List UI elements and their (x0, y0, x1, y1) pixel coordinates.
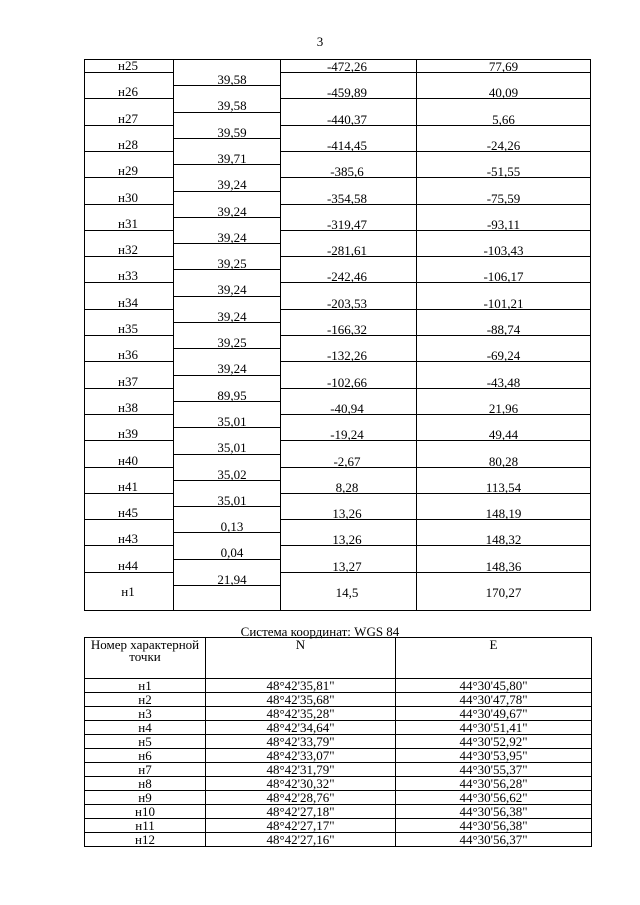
point-label: н40 (118, 452, 138, 468)
x-coordinate: -203,53 (326, 295, 368, 311)
point-label: н37 (118, 373, 138, 389)
point-label: н7 (85, 763, 206, 777)
n-coordinate: 48°42'30,32" (206, 777, 396, 791)
y-coordinate: -51,55 (486, 164, 521, 180)
n-coordinate: 48°42'31,79" (206, 763, 396, 777)
point-label: н1 (121, 584, 135, 599)
e-coordinate: 44°30'56,37" (396, 833, 592, 847)
n-coordinate: 48°42'33,79" (206, 735, 396, 749)
e-coordinate: 44°30'49,67" (396, 707, 592, 721)
segment-distance: 39,25 (217, 256, 247, 272)
point-label: н2 (85, 693, 206, 707)
segment-distance: 39,24 (217, 361, 247, 377)
n-coordinate: 48°42'35,28" (206, 707, 396, 721)
wgs84-caption: Система координат: WGS 84 (240, 624, 400, 639)
segment-distance: 39,24 (217, 177, 247, 193)
segment-distance: 39,24 (217, 229, 247, 245)
x-coordinate: -242,46 (326, 269, 368, 285)
y-coordinate: 5,66 (492, 111, 515, 127)
y-coordinate: -93,11 (486, 216, 521, 232)
x-coordinate: -319,47 (326, 216, 368, 232)
e-coordinate: 44°30'51,41" (396, 721, 592, 735)
point-label: н28 (118, 136, 138, 152)
n-coordinate: 48°42'33,07" (206, 749, 396, 763)
x-coordinate: -472,26 (326, 59, 368, 74)
segment-distance: 35,01 (217, 492, 247, 508)
segment-distance: 39,24 (217, 282, 247, 298)
n-coordinate: 48°42'27,18" (206, 805, 396, 819)
point-label: н38 (118, 399, 138, 415)
point-label: н32 (118, 242, 138, 258)
point-label: н33 (118, 268, 138, 284)
e-coordinate: 44°30'56,38" (396, 805, 592, 819)
y-coordinate: -106,17 (483, 269, 524, 285)
point-label: н31 (118, 215, 138, 231)
x-coordinate: 14,5 (335, 585, 359, 600)
segment-distance: 39,58 (217, 72, 247, 87)
x-coordinate: -19,24 (330, 427, 364, 443)
e-coordinate: 44°30'56,62" (396, 791, 592, 805)
header-e: E (396, 638, 592, 679)
n-coordinate: 48°42'34,64" (206, 721, 396, 735)
point-label: н3 (85, 707, 206, 721)
x-coordinate: -166,32 (326, 322, 368, 337)
point-label: н5 (85, 735, 206, 749)
point-label: н36 (118, 347, 138, 363)
y-coordinate: 49,44 (488, 427, 519, 443)
table-row (85, 763, 592, 777)
x-coordinate: -102,66 (326, 374, 368, 390)
segment-distance: 35,01 (217, 440, 247, 456)
segment-distance: 39,71 (217, 150, 247, 166)
wgs84-coordinates-table (84, 637, 592, 847)
point-label: н34 (118, 294, 138, 310)
header-point-number: Номер характерной точки (85, 638, 206, 679)
header-n: N (206, 638, 396, 679)
segment-distance: 39,58 (217, 98, 247, 114)
x-coordinate: 13,26 (332, 532, 362, 548)
segment-distance: 39,59 (217, 124, 247, 140)
point-label: н39 (118, 426, 138, 442)
y-coordinate: -101,21 (483, 295, 524, 311)
page-number: 3 (316, 34, 324, 49)
e-coordinate: 44°30'53,95" (396, 749, 592, 763)
y-coordinate: -75,59 (486, 190, 521, 206)
y-coordinate: 40,09 (488, 85, 519, 101)
table-header-row (85, 638, 592, 679)
segment-distance: 21,94 (217, 571, 247, 587)
segment-distance: 0,13 (220, 519, 244, 535)
table-row (85, 721, 592, 735)
point-label: н1 (85, 679, 206, 693)
x-coordinate: -132,26 (326, 348, 368, 364)
y-coordinate: -24,26 (486, 137, 521, 153)
boundary-coordinates-table (84, 59, 591, 611)
point-label: н4 (85, 721, 206, 735)
y-coordinate: -69,24 (486, 348, 521, 364)
x-coordinate: 13,27 (332, 558, 362, 574)
y-coordinate: 148,36 (485, 558, 522, 574)
point-label: н25 (118, 58, 138, 73)
table-row (85, 679, 592, 693)
point-label: н30 (118, 189, 138, 205)
y-coordinate: 21,96 (488, 400, 519, 416)
table-row (85, 749, 592, 763)
y-coordinate: -88,74 (486, 322, 521, 337)
segment-distance: 35,02 (217, 466, 247, 482)
point-label: н11 (85, 819, 206, 833)
e-coordinate: 44°30'47,78" (396, 693, 592, 707)
table-row (85, 735, 592, 749)
point-label: н9 (85, 791, 206, 805)
point-label: н10 (85, 805, 206, 819)
segment-distance: 89,95 (217, 387, 247, 403)
x-coordinate: -2,67 (333, 453, 361, 469)
point-label: н8 (85, 777, 206, 791)
x-coordinate: 13,26 (332, 506, 362, 522)
y-coordinate: 113,54 (485, 479, 522, 495)
segment-distance: 0,04 (220, 545, 244, 561)
y-coordinate: 77,69 (488, 59, 519, 74)
segment-distance: 39,24 (217, 308, 247, 324)
e-coordinate: 44°30'55,37" (396, 763, 592, 777)
n-coordinate: 48°42'27,17" (206, 819, 396, 833)
x-coordinate: -385,6 (330, 164, 364, 180)
point-label: н45 (118, 505, 138, 521)
n-coordinate: 48°42'28,76" (206, 791, 396, 805)
table-row (85, 805, 592, 819)
e-coordinate: 44°30'56,38" (396, 819, 592, 833)
segment-distance: 39,24 (217, 203, 247, 219)
point-label: н27 (118, 110, 138, 126)
x-coordinate: -459,89 (326, 85, 368, 101)
table-row (85, 693, 592, 707)
x-coordinate: -354,58 (326, 190, 368, 206)
table-row (85, 819, 592, 833)
e-coordinate: 44°30'56,28" (396, 777, 592, 791)
table-row (85, 833, 592, 847)
segment-distance: 39,25 (217, 335, 247, 350)
table-row (85, 777, 592, 791)
point-label: н44 (118, 557, 138, 573)
segment-distance: 35,01 (217, 413, 247, 429)
y-coordinate: 170,27 (485, 585, 522, 600)
x-coordinate: -281,61 (326, 243, 368, 259)
x-coordinate: -440,37 (326, 111, 368, 127)
point-label: н26 (118, 84, 138, 100)
point-label: н6 (85, 749, 206, 763)
e-coordinate: 44°30'45,80" (396, 679, 592, 693)
point-label: н41 (118, 478, 138, 494)
e-coordinate: 44°30'52,92" (396, 735, 592, 749)
x-coordinate: -414,45 (326, 137, 368, 153)
n-coordinate: 48°42'27,16" (206, 833, 396, 847)
n-coordinate: 48°42'35,68" (206, 693, 396, 707)
point-label: н12 (85, 833, 206, 847)
n-coordinate: 48°42'35,81" (206, 679, 396, 693)
x-coordinate: 8,28 (335, 479, 359, 495)
table-row (85, 707, 592, 721)
x-coordinate: -40,94 (330, 400, 364, 416)
table-row (85, 791, 592, 805)
y-coordinate: -43,48 (486, 374, 521, 390)
point-label: н43 (118, 531, 138, 547)
y-coordinate: 148,19 (485, 506, 522, 522)
y-coordinate: 80,28 (488, 453, 519, 469)
point-label: н29 (118, 163, 138, 179)
y-coordinate: -103,43 (483, 243, 524, 259)
point-label: н35 (118, 321, 138, 336)
y-coordinate: 148,32 (485, 532, 522, 548)
